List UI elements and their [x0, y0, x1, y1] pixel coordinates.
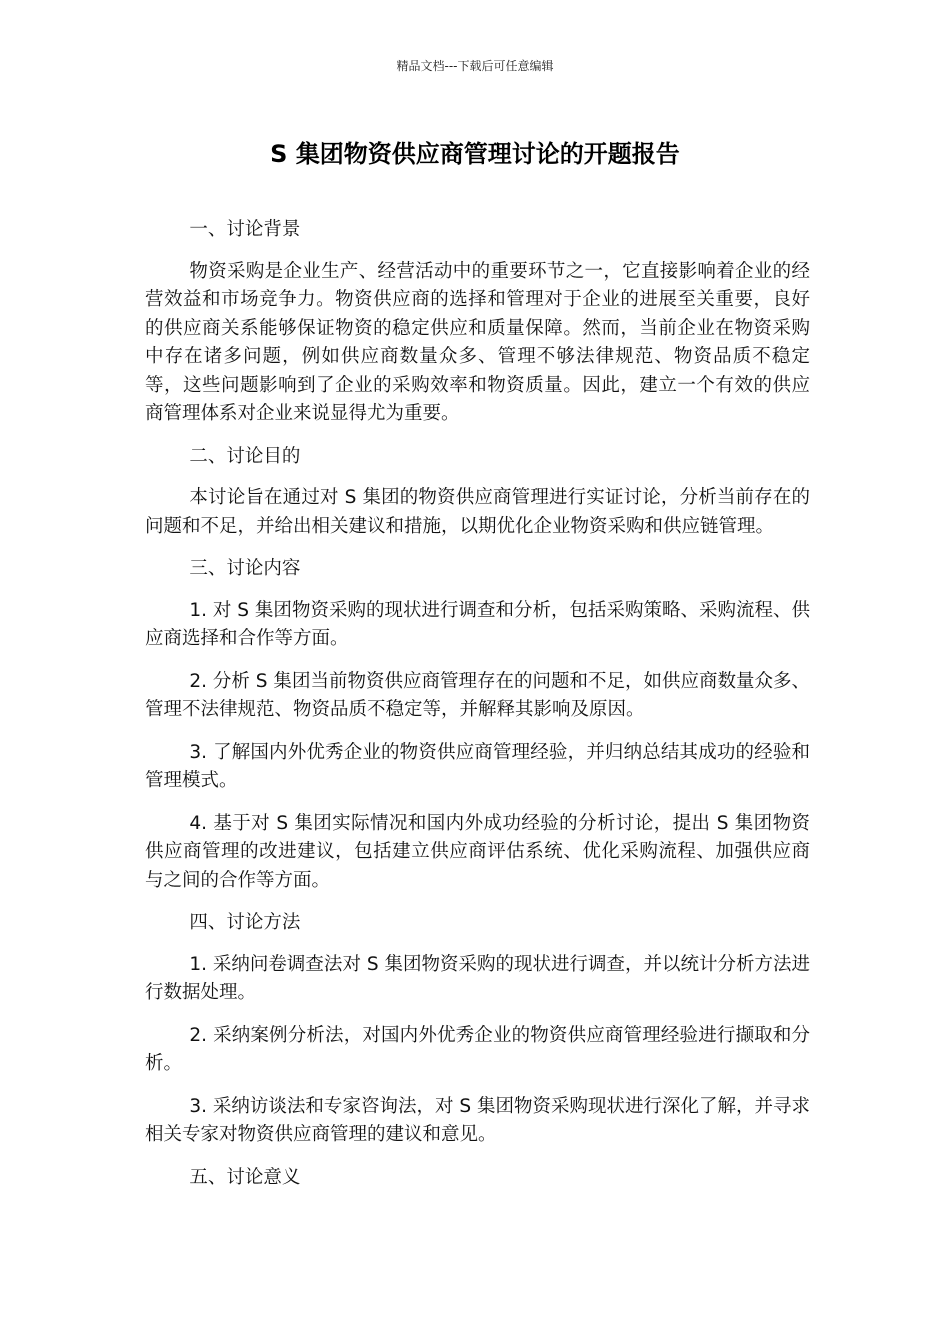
paragraph-purpose: 本讨论旨在通过对 S 集团的物资供应商管理进行实证讨论，分析当前存在的问题和不足，并给出相关建议和措施，以期优化企业物资采购和供应链管理。 — [145, 487, 810, 537]
section-heading-significance: 五、讨论意义 — [189, 1166, 301, 1188]
method-item-3: 3. 采纳访谈法和专家咨询法，对 S 集团物资采购现状进行深化了解，并寻求相关专家对物资供应商管理的建议和意见。 — [145, 1095, 810, 1145]
content-item-2: 2. 分析 S 集团当前物资供应商管理存在的问题和不足，如供应商数量众多、管理不法律规范、物资品质不稳定等，并解释其影响及原因。 — [145, 670, 810, 720]
document-title: S 集团物资供应商管理讨论的开题报告 — [270, 140, 680, 168]
section-heading-purpose: 二、讨论目的 — [189, 445, 301, 467]
content-item-4: 4. 基于对 S 集团实际情况和国内外成功经验的分析讨论，提出 S 集团物资供应商管理的改进建议，包括建立供应商评估系统、优化采购流程、加强供应商与之间的合作等方面。 — [145, 812, 810, 891]
section-heading-background: 一、讨论背景 — [189, 219, 301, 240]
section-heading-content: 三、讨论内容 — [189, 558, 301, 579]
section-heading-methods: 四、讨论方法 — [189, 912, 301, 933]
document-body — [145, 216, 810, 1205]
method-item-2: 2. 采纳案例分析法，对国内外优秀企业的物资供应商管理经验进行撷取和分析。 — [145, 1024, 810, 1074]
content-item-3: 3. 了解国内外优秀企业的物资供应商管理经验，并归纳总结其成功的经验和管理模式。 — [145, 741, 810, 791]
paragraph-background: 物资采购是企业生产、经营活动中的重要环节之一，它直接影响着企业的经营效益和市场竞争力。物资供应商的选择和管理对于企业的进展至关重要，良好的供应商关系能够保证物资的稳定供应和质量保障。然而，当前企业在物资采购中存在诸多问题，例如供应商数量众多、管理不够法律规范、物资品质不稳定等，这些问题影响到了企业的采购效率和物资质量。因此，建立一个有效的供应商管理体系对企业来说显得尤为重要。 — [145, 260, 810, 424]
page-header: 精品文档---下载后可任意编辑 — [396, 59, 554, 73]
content-item-1: 1. 对 S 集团物资采购的现状进行调查和分析，包括采购策略、采购流程、供应商选择和合作等方面。 — [145, 599, 810, 649]
method-item-1: 1. 采纳问卷调查法对 S 集团物资采购的现状进行调查，并以统计分析方法进行数据处理。 — [145, 953, 810, 1003]
